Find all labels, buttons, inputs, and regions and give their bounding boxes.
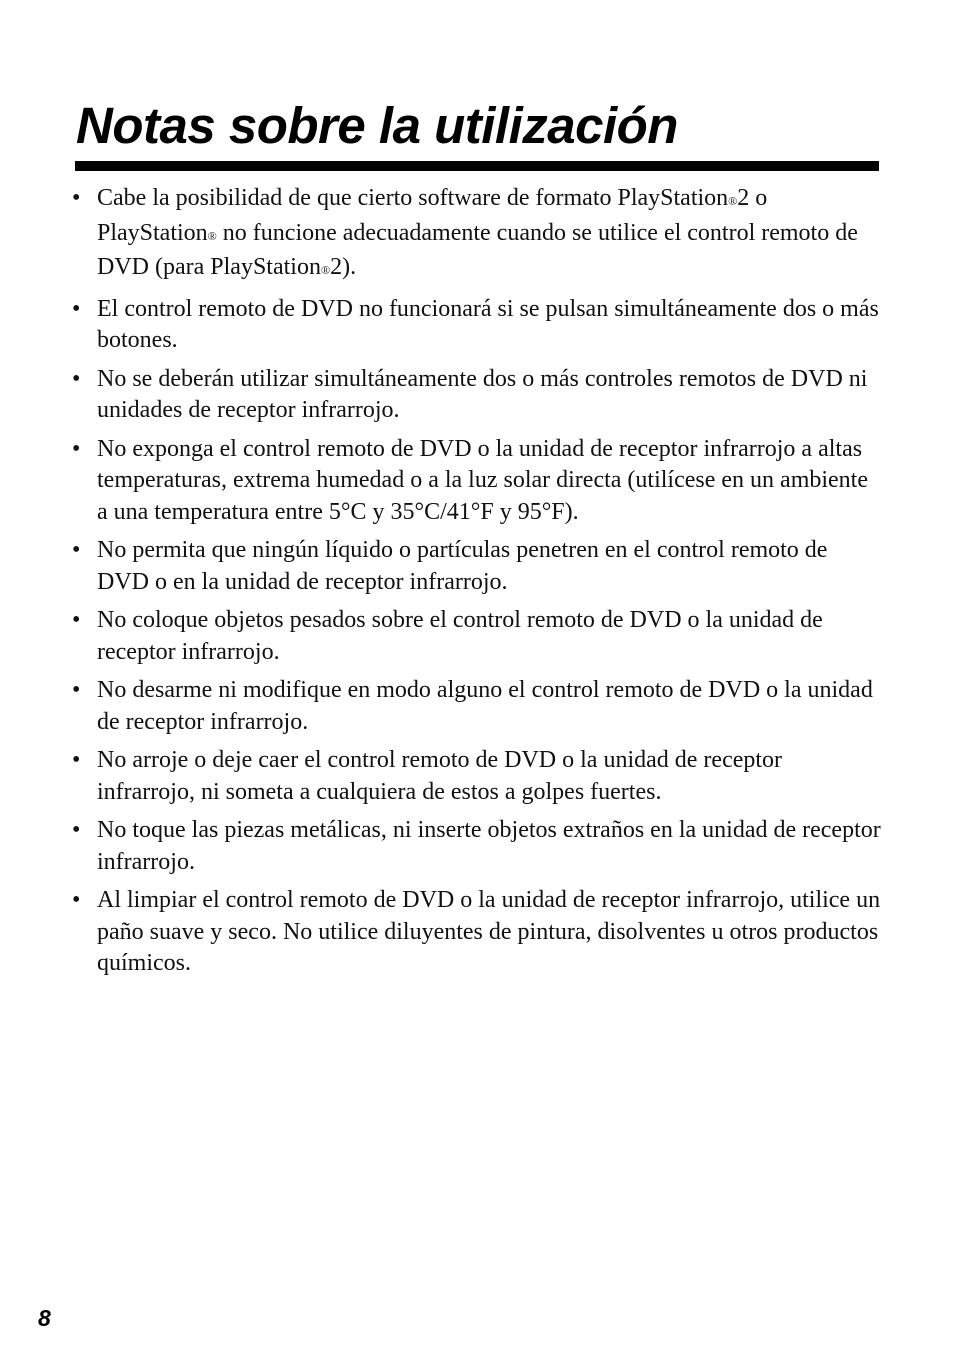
bullet-icon: • [72, 607, 81, 633]
bullet-icon: • [72, 537, 81, 563]
note-text: No coloque objetos pesados sobre el control remoto de DVD o la unidad de receptor infrarrojo. [97, 607, 823, 665]
note-item [72, 885, 882, 980]
bullet-icon: • [72, 817, 81, 843]
note-text: El control remoto de DVD no funcionará si se pulsan simultáneamente dos o más botones. [97, 295, 879, 353]
note-text: Al limpiar el control remoto de DVD o la unidad de receptor infrarrojo, utilice un paño suave y seco. No utilice diluyentes de pintura, disolventes u otros productos químicos. [97, 887, 881, 976]
note-item [72, 294, 882, 357]
note-text: no funcione adecuadamente cuando se utilice el control remoto de DVD (para PlayStation [97, 219, 858, 280]
note-item [72, 434, 882, 529]
bullet-icon: • [72, 365, 81, 392]
registered-mark: ® [320, 263, 331, 277]
note-item [72, 535, 882, 598]
note-text: No toque las piezas metálicas, ni inserte objetos extraños en la unidad de receptor infrarrojo. [97, 817, 881, 875]
note-item [72, 745, 882, 808]
note-text: Cabe la posibilidad de que cierto software de formato PlayStation [97, 185, 729, 211]
bullet-icon: • [72, 887, 81, 913]
note-text: No desarme ni modifique en modo alguno el control remoto de DVD o la unidad de receptor infrarrojo. [97, 677, 873, 735]
note-text: No exponga el control remoto de DVD o la unidad de receptor infrarrojo a altas temperaturas, extrema humedad o a la luz solar directa (utilícese en un ambiente a una temperatura entre 5°C y 35°C/41°F y 95°F). [97, 435, 868, 525]
registered-mark: ® [728, 194, 738, 208]
notes-list [72, 183, 882, 987]
bullet-icon: • [72, 185, 81, 211]
note-item [72, 605, 882, 668]
note-text: No se deberán utilizar simultáneamente dos o más controles remotos de DVD ni unidades de receptor infrarrojo. [97, 365, 868, 423]
bullet-icon: • [72, 677, 81, 703]
page-number: 8 [38, 1305, 51, 1331]
note-item [72, 675, 882, 738]
note-item [72, 183, 882, 287]
note-item [72, 815, 882, 878]
page-title: Notas sobre la utilización [76, 97, 678, 154]
bullet-icon: • [72, 747, 81, 773]
bullet-icon: • [72, 435, 81, 462]
bullet-icon: • [72, 295, 81, 322]
note-text: No permita que ningún líquido o partículas penetren en el control remoto de DVD o en la unidad de receptor infrarrojo. [97, 537, 828, 595]
registered-mark: ® [207, 228, 217, 243]
note-text: 2 o PlayStation [97, 185, 768, 246]
note-item [72, 364, 882, 427]
note-text: 2). [330, 254, 357, 280]
note-text: No arroje o deje caer el control remoto de DVD o la unidad de receptor infrarrojo, ni someta a cualquiera de estos a golpes fuertes. [97, 747, 783, 805]
title-rule [75, 161, 879, 171]
